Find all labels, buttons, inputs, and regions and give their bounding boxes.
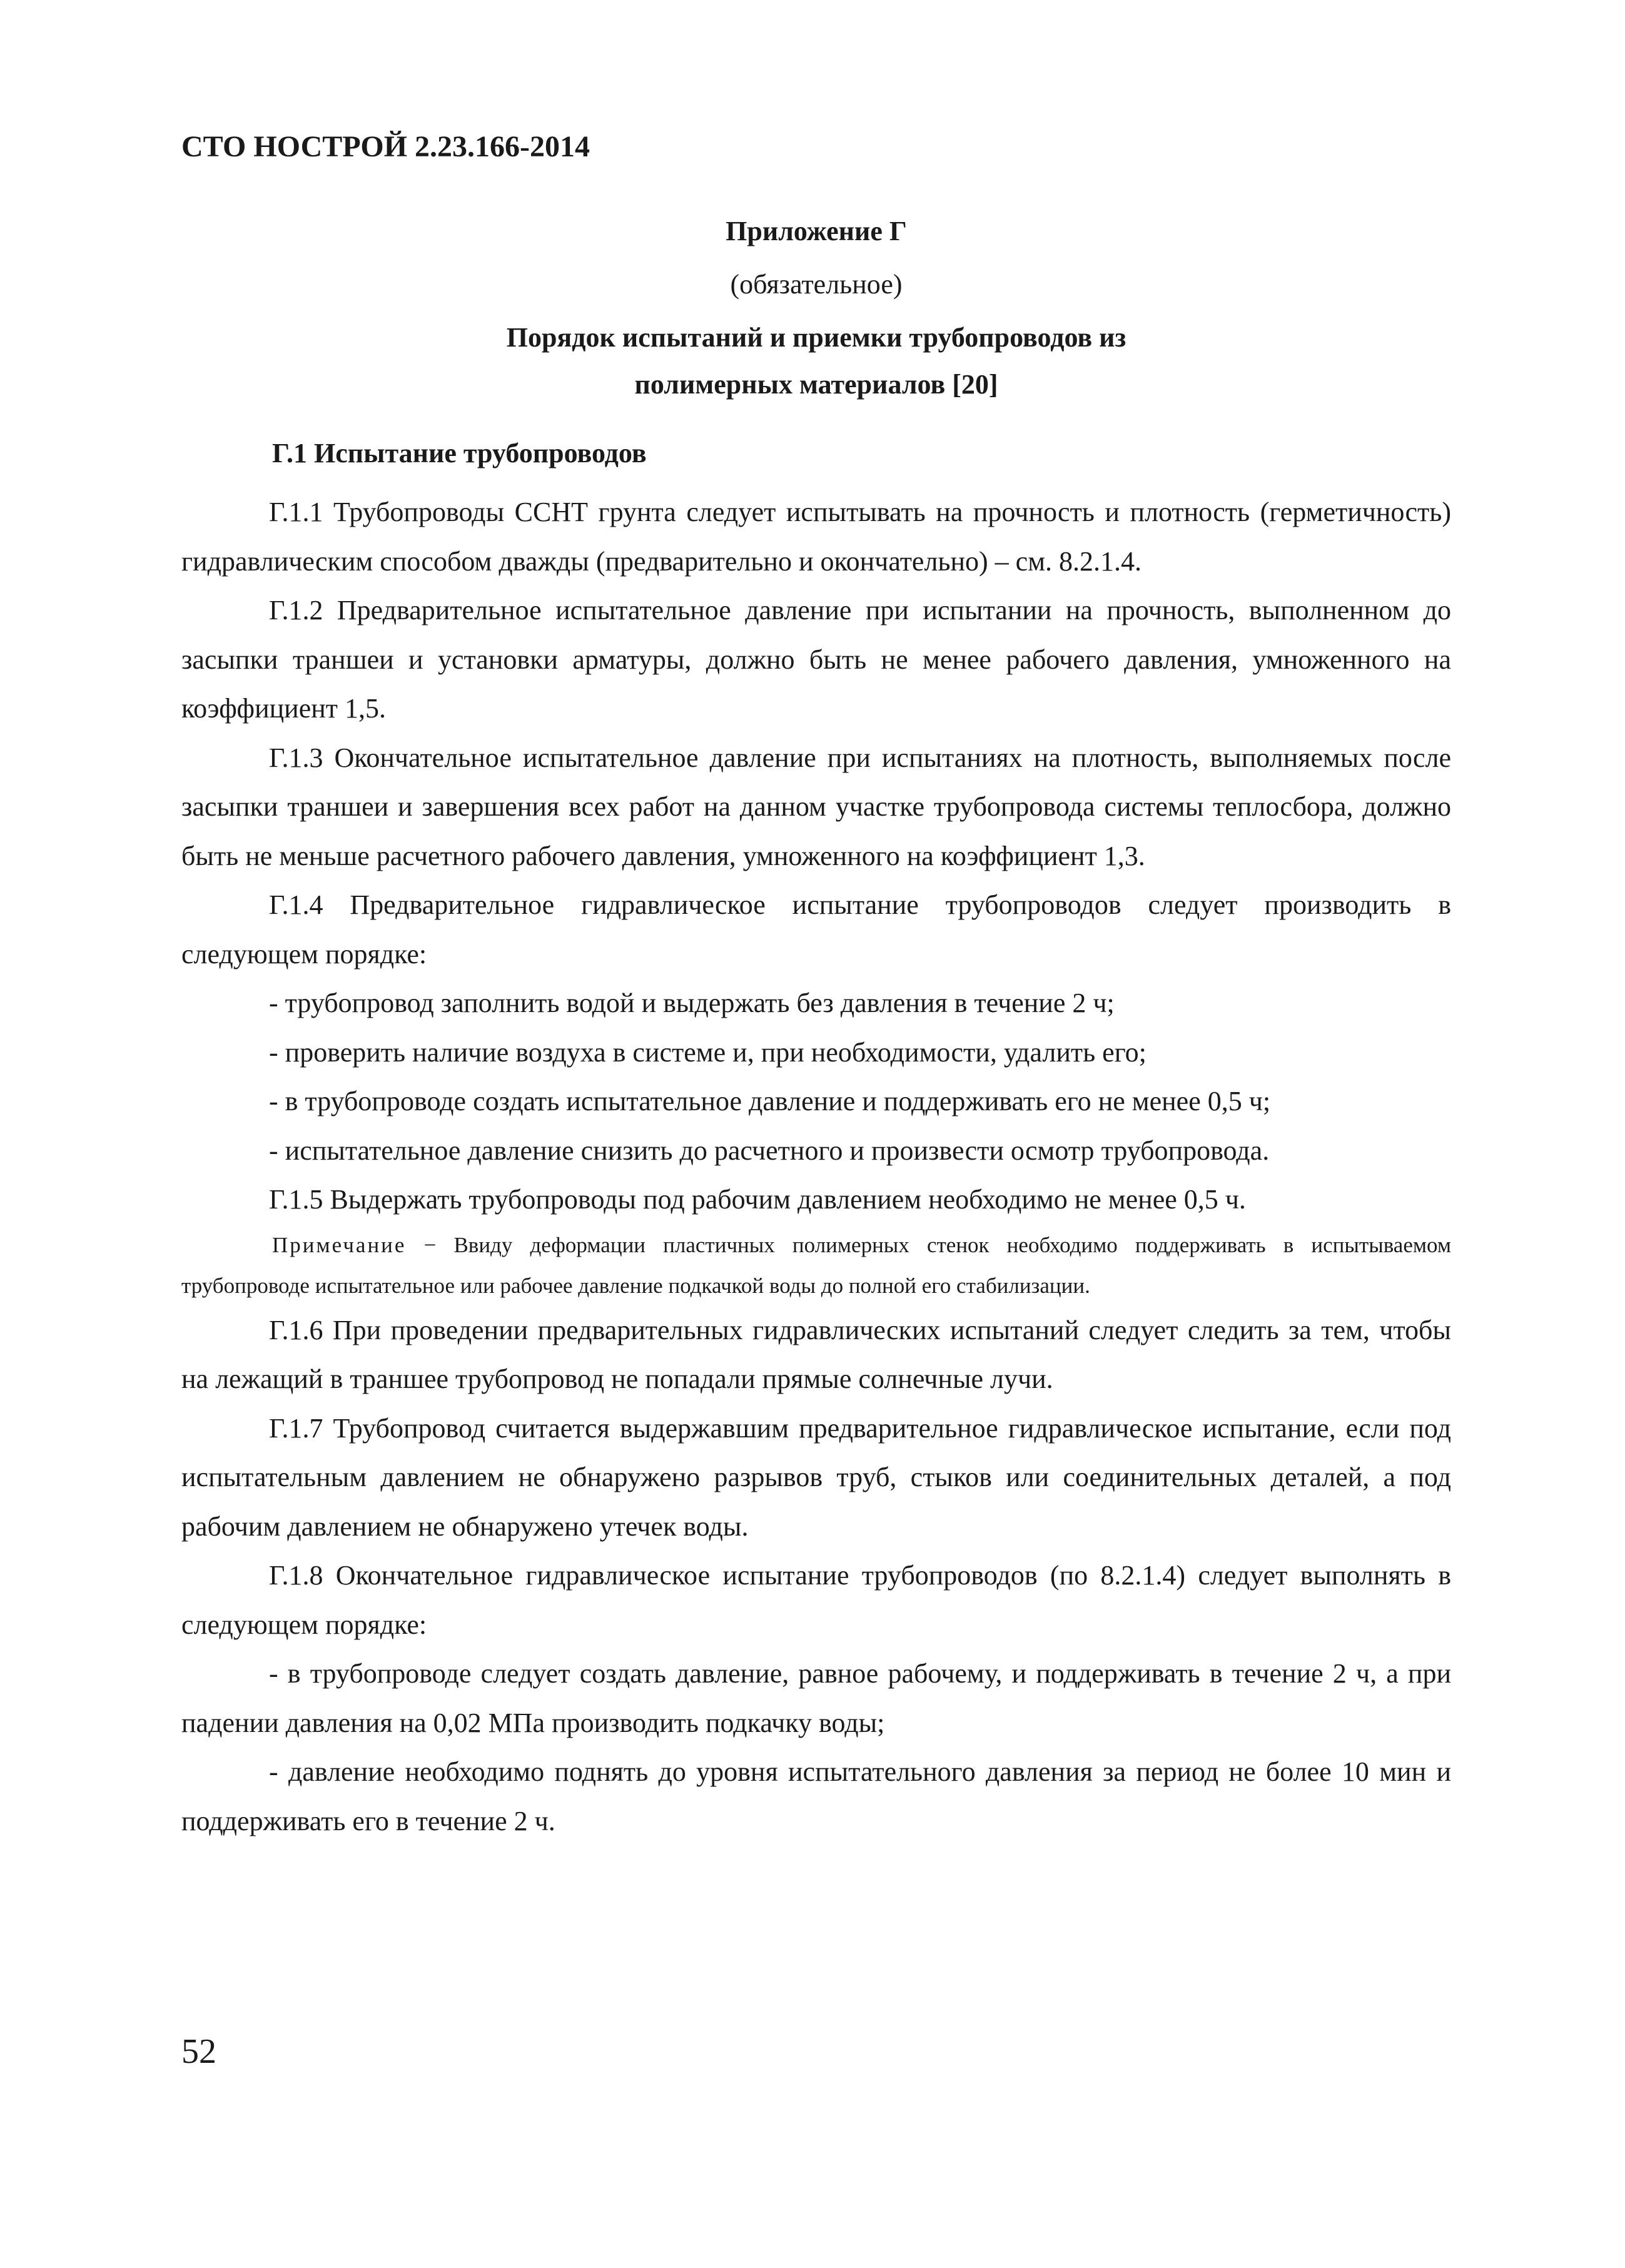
paragraph-g-1-8: Г.1.8 Окончательное гидравлическое испытание трубопроводов (по 8.2.1.4) следует выполнять в следующем порядке: [181, 1560, 1451, 1640]
paragraph-g-1-2: Г.1.2 Предварительное испытательное давление при испытании на прочность, выполненном до засыпки траншеи и установки арматуры, должно быть не менее рабочего давления, умноженного на коэффициент 1,5. [181, 595, 1451, 724]
paragraph-g-1-6: Г.1.6 При проведении предварительных гидравлических испытаний следует следить за тем, чтобы на лежащий в траншее трубопровод не попадали прямые солнечные лучи. [181, 1314, 1451, 1394]
list-item: - испытательное давление снизить до расчетного и произвести осмотр трубопровода. [269, 1135, 1270, 1166]
paragraph-g-1-5: Г.1.5 Выдержать трубопроводы под рабочим давлением необходимо не менее 0,5 ч. [269, 1184, 1246, 1215]
annex-name-line-2: полимерных материалов [20] [634, 369, 998, 400]
paragraph-g-1-4: Г.1.4 Предварительное гидравлическое испытание трубопроводов следует производить в следующем порядке: [181, 889, 1451, 969]
paragraph-g-1-1: Г.1.1 Трубопроводы ССНТ грунта следует испытывать на прочность и плотность (герметичность) гидравлическим способом дважды (предварительно и окончательно) – см. 8.2.1.4. [181, 497, 1451, 577]
list-item: - в трубопроводе создать испытательное давление и поддерживать его не менее 0,5 ч; [269, 1086, 1271, 1116]
page-number: 52 [181, 2032, 216, 2071]
paragraph-g-1-7: Г.1.7 Трубопровод считается выдержавшим предварительное гидравлическое испытание, если под испытательным давлением не обнаружено разрывов труб, стыков или соединительных деталей, а под рабочим давлением не обнаружено утечек воды. [181, 1412, 1451, 1542]
section-body [181, 488, 1451, 1846]
document-page [181, 0, 1451, 2268]
list-item: - давление необходимо поднять до уровня испытательного давления за период не более 10 мин и поддерживать его в течение 2 ч. [181, 1756, 1451, 1836]
paragraph-g-1-3: Г.1.3 Окончательное испытательное давление при испытаниях на плотность, выполняемых после засыпки траншеи и завершения всех работ на данном участке трубопровода системы теплосбора, должно быть не меньше расчетного рабочего давления, умноженного на коэффициент 1,3. [181, 742, 1451, 871]
note-label: Примечание [272, 1232, 407, 1257]
list-item: - в трубопроводе следует создать давление, равное рабочему, и поддерживать в течение 2 ч, а при падении давления на 0,02 МПа производить подкачку воды; [181, 1658, 1451, 1738]
document-code-header: СТО НОСТРОЙ 2.23.166-2014 [181, 130, 590, 163]
note-text: − Ввиду деформации пластичных полимерных стенок необходимо поддерживать в испытываемом трубопроводе испытательное или рабочее давление подкачкой воды до полной его стабилизации. [181, 1232, 1451, 1298]
annex-title: Приложение Г [726, 216, 907, 246]
note [181, 1225, 1451, 1306]
list-item: - проверить наличие воздуха в системе и, при необходимости, удалить его; [269, 1036, 1147, 1068]
section-heading: Г.1 Испытание трубопроводов [272, 438, 647, 468]
annex-name-line-1: Порядок испытаний и приемки трубопроводов из [506, 322, 1126, 353]
list-item: - трубопровод заполнить водой и выдержать без давления в течение 2 ч; [269, 988, 1115, 1018]
annex-status: (обязательное) [730, 269, 903, 300]
